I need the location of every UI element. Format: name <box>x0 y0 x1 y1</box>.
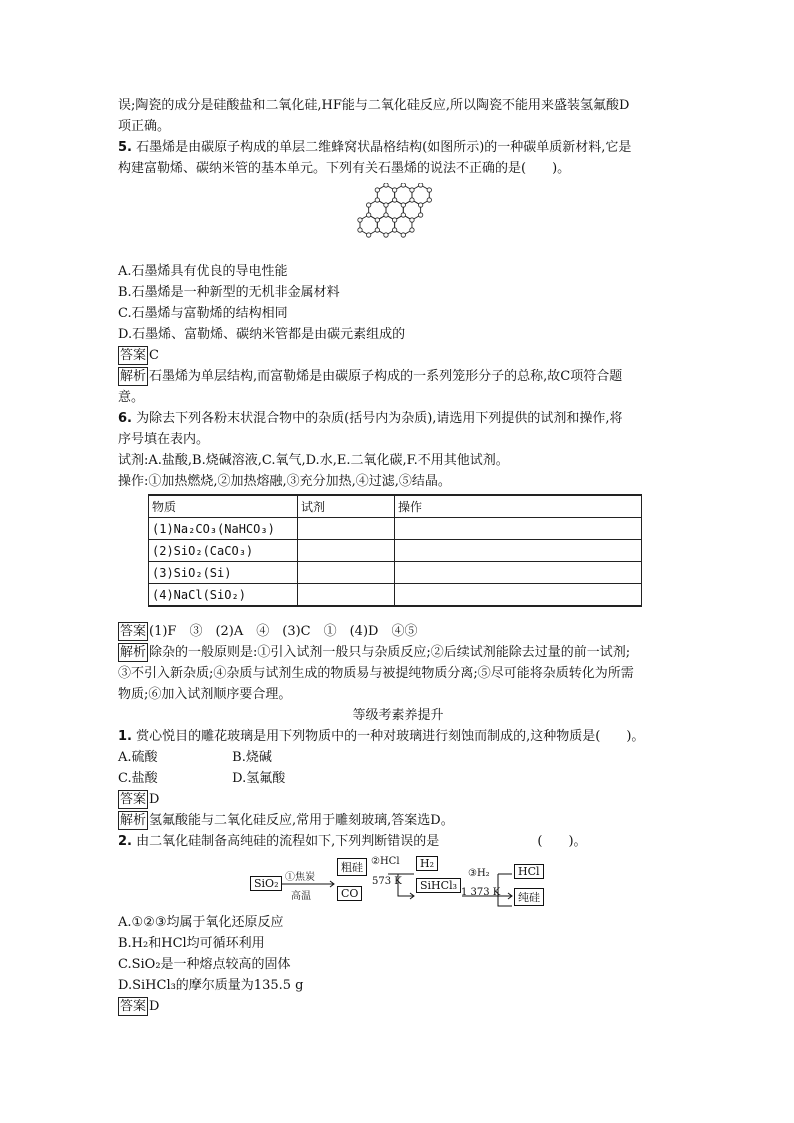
table-cell-substance: (1)Na₂CO₃(NaHCO₃) <box>149 518 298 540</box>
table-cell-reagent <box>298 584 395 607</box>
hexagon-ring <box>395 215 412 235</box>
analysis-tag: 解析 <box>120 813 147 828</box>
q6-analysis-line-1 <box>118 642 678 663</box>
p1-answer <box>118 789 678 810</box>
table-cell-reagent <box>298 518 395 540</box>
carbon-atom <box>427 188 431 192</box>
carbon-atom <box>410 218 414 222</box>
table-cell-substance: (4)NaCl(SiO₂) <box>149 584 298 607</box>
q6-answer <box>118 621 678 642</box>
p2-answer <box>118 996 678 1017</box>
q6-analysis-text-1: 除杂的一般原则是:①引入试剂一般只与杂质反应;②后续试剂能除去过量的前一试剂; <box>149 645 631 660</box>
analysis-tag: 解析 <box>120 369 147 384</box>
flow-co: CO <box>337 886 362 901</box>
q5-option-b: B.石墨烯是一种新型的无机非金属材料 <box>118 285 340 300</box>
header-substance: 物质 <box>149 495 298 518</box>
answer-tag: 答案 <box>120 624 147 639</box>
analysis-tag: 解析 <box>120 645 147 660</box>
p1-stem-text: 赏心悦目的雕花玻璃是用下列物质中的一种对玻璃进行刻蚀而制成的,这种物质是( )。 <box>136 729 645 744</box>
q5-answer <box>118 345 678 366</box>
table-cell-reagent <box>298 540 395 562</box>
q6-analysis-line-3: 物质;⑥加入试剂顺序要合理。 <box>118 687 292 702</box>
p2-option-c: C.SiO₂是一种熔点较高的固体 <box>118 957 291 972</box>
p2-stem-text: 由二氧化硅制备高纯硅的流程如下,下列判断错误的是 <box>136 834 440 849</box>
answer-tag: 答案 <box>120 792 147 807</box>
q6-answer-value: (1)F ③ (2)A ④ (3)C ① (4)D ④⑤ <box>149 624 418 639</box>
graphene-figure <box>348 183 678 261</box>
p2-stem <box>118 831 678 852</box>
p1-analysis <box>118 810 678 831</box>
table-cell-substance: (2)SiO₂(CaCO₃) <box>149 540 298 562</box>
hexagon-ring <box>360 215 377 235</box>
carbon-atom <box>375 198 379 202</box>
p1-number: 1. <box>118 729 132 744</box>
intro-line-2: 项正确。 <box>118 119 171 134</box>
q6-stem-line-2: 序号填在表内。 <box>118 432 210 447</box>
q5-analysis-line-1 <box>118 366 678 387</box>
carbon-atom <box>384 213 388 217</box>
p1-analysis-text: 氢氟酸能与二氧化硅反应,常用于雕刻玻璃,答案选D。 <box>149 813 454 828</box>
q6-table <box>148 494 642 607</box>
q5-number: 5. <box>118 140 132 155</box>
answer-tag: 答案 <box>120 348 147 363</box>
table-cell-operation <box>395 584 642 607</box>
table-cell-operation <box>395 540 642 562</box>
intro-line-1: 误;陶瓷的成分是硅酸盐和二氧化硅,HF能与二氧化硅反应,所以陶瓷不能用来盛装氢氟酸D <box>118 98 630 113</box>
q5-option-a: A.石墨烯具有优良的导电性能 <box>118 264 288 279</box>
p2-answer-value: D <box>149 999 160 1014</box>
carbon-atom <box>384 183 388 187</box>
carbon-atom <box>427 198 431 202</box>
q6-number: 6. <box>118 411 132 426</box>
carbon-atom <box>418 213 422 217</box>
table-cell-reagent <box>298 562 395 584</box>
flow-step2-bottom: 573 K <box>372 876 402 887</box>
document-page <box>118 95 678 1017</box>
p1-option-a: A.硫酸 <box>118 750 158 765</box>
header-reagent: 试剂 <box>298 495 395 518</box>
carbon-atom <box>401 213 405 217</box>
table-row <box>149 562 642 584</box>
flow-step3-top: ③H₂ <box>468 868 490 879</box>
p1-stem <box>118 726 678 747</box>
carbon-atom <box>401 183 405 187</box>
answer-tag: 答案 <box>120 999 147 1014</box>
flow-hcl: HCl <box>514 864 544 879</box>
carbon-atom <box>401 203 405 207</box>
header-operation: 操作 <box>395 495 642 518</box>
table-row <box>149 518 642 540</box>
flow-pure-si: 纯硅 <box>514 888 544 906</box>
carbon-atom <box>410 228 414 232</box>
table-header-row <box>149 495 642 518</box>
flow-sio2: SiO₂ <box>250 876 282 891</box>
carbon-atom <box>375 188 379 192</box>
flow-crude-si: 粗硅 <box>337 858 367 876</box>
carbon-atom <box>384 203 388 207</box>
q6-operations: 操作:①加热燃烧,②加热熔融,③充分加热,④过滤,⑤结晶。 <box>118 474 451 489</box>
carbon-atom <box>418 183 422 187</box>
q6-stem-line-1 <box>118 408 678 429</box>
q6-analysis-line-2: ③不引入新杂质;④杂质与试剂生成的物质易与被提纯物质分离;⑤尽可能将杂质转化为所需 <box>118 666 634 681</box>
table-row <box>149 540 642 562</box>
p1-option-d: D.氢氟酸 <box>232 771 286 786</box>
q5-stem-line-1 <box>118 137 678 158</box>
section-title: 等级考素养提升 <box>352 708 444 723</box>
q5-stem-text-1: 石墨烯是由碳原子构成的单层二维蜂窝状晶格结构(如图所示)的一种碳单质新材料,它是 <box>136 140 632 155</box>
flow-diagram <box>118 856 678 908</box>
p1-option-c: C.盐酸 <box>118 771 158 786</box>
flow-step1-bottom: 高温 <box>291 891 311 902</box>
carbon-atom <box>358 228 362 232</box>
carbon-atom <box>375 218 379 222</box>
carbon-atom <box>366 203 370 207</box>
p1-option-b: B.烧碱 <box>232 750 272 765</box>
carbon-atom <box>392 188 396 192</box>
q5-option-d: D.石墨烯、富勒烯、碳纳米管都是由碳元素组成的 <box>118 327 406 342</box>
carbon-atom <box>384 233 388 237</box>
carbon-atom <box>366 233 370 237</box>
q5-stem-line-2: 构建富勒烯、碳纳米管的基本单元。下列有关石墨烯的说法不正确的是( )。 <box>118 161 571 176</box>
p2-option-d: D.SiHCl₃的摩尔质量为135.5 g <box>118 978 304 993</box>
table-cell-operation <box>395 562 642 584</box>
q5-option-c: C.石墨烯与富勒烯的结构相同 <box>118 306 288 321</box>
flow-step1-top: ①焦炭 <box>285 872 315 883</box>
table-row <box>149 584 642 607</box>
carbon-atom <box>418 203 422 207</box>
carbon-atom <box>392 198 396 202</box>
graphene-lattice-diagram <box>348 183 448 259</box>
table-cell-substance: (3)SiO₂(Si) <box>149 562 298 584</box>
p2-option-a: A.①②③均属于氧化还原反应 <box>118 915 284 930</box>
table-cell-operation <box>395 518 642 540</box>
carbon-atom <box>392 228 396 232</box>
p1-options-row-1 <box>118 747 678 768</box>
flow-sihcl3: SiHCl₃ <box>416 878 461 893</box>
carbon-atom <box>358 218 362 222</box>
flow-step2-top: ②HCl <box>371 856 400 867</box>
p2-number: 2. <box>118 834 132 849</box>
carbon-atom <box>401 233 405 237</box>
q6-stem-text-1: 为除去下列各粉末状混合物中的杂质(括号内为杂质),请选用下列提供的试剂和操作,将 <box>136 411 623 426</box>
p1-answer-value: D <box>149 792 160 807</box>
carbon-atom <box>375 228 379 232</box>
flow-step3-bottom: 1 373 K <box>461 887 501 898</box>
carbon-atom <box>410 198 414 202</box>
p2-answer-paren: ( )。 <box>537 834 587 849</box>
q5-analysis-text-1: 石墨烯为单层结构,而富勒烯是由碳原子构成的一系列笼形分子的总称,故C项符合题 <box>149 369 623 384</box>
hexagon-ring <box>377 215 394 235</box>
carbon-atom <box>392 218 396 222</box>
carbon-atom <box>366 213 370 217</box>
q6-reagents: 试剂:A.盐酸,B.烧碱溶液,C.氧气,D.水,E.二氧化碳,F.不用其他试剂。 <box>118 453 509 468</box>
q5-analysis-line-2: 意。 <box>118 390 145 405</box>
p2-option-b: B.H₂和HCl均可循环利用 <box>118 936 265 951</box>
p1-options-row-2 <box>118 768 678 789</box>
flow-h2: H₂ <box>416 856 438 871</box>
carbon-atom <box>410 188 414 192</box>
q5-answer-value: C <box>149 348 159 363</box>
